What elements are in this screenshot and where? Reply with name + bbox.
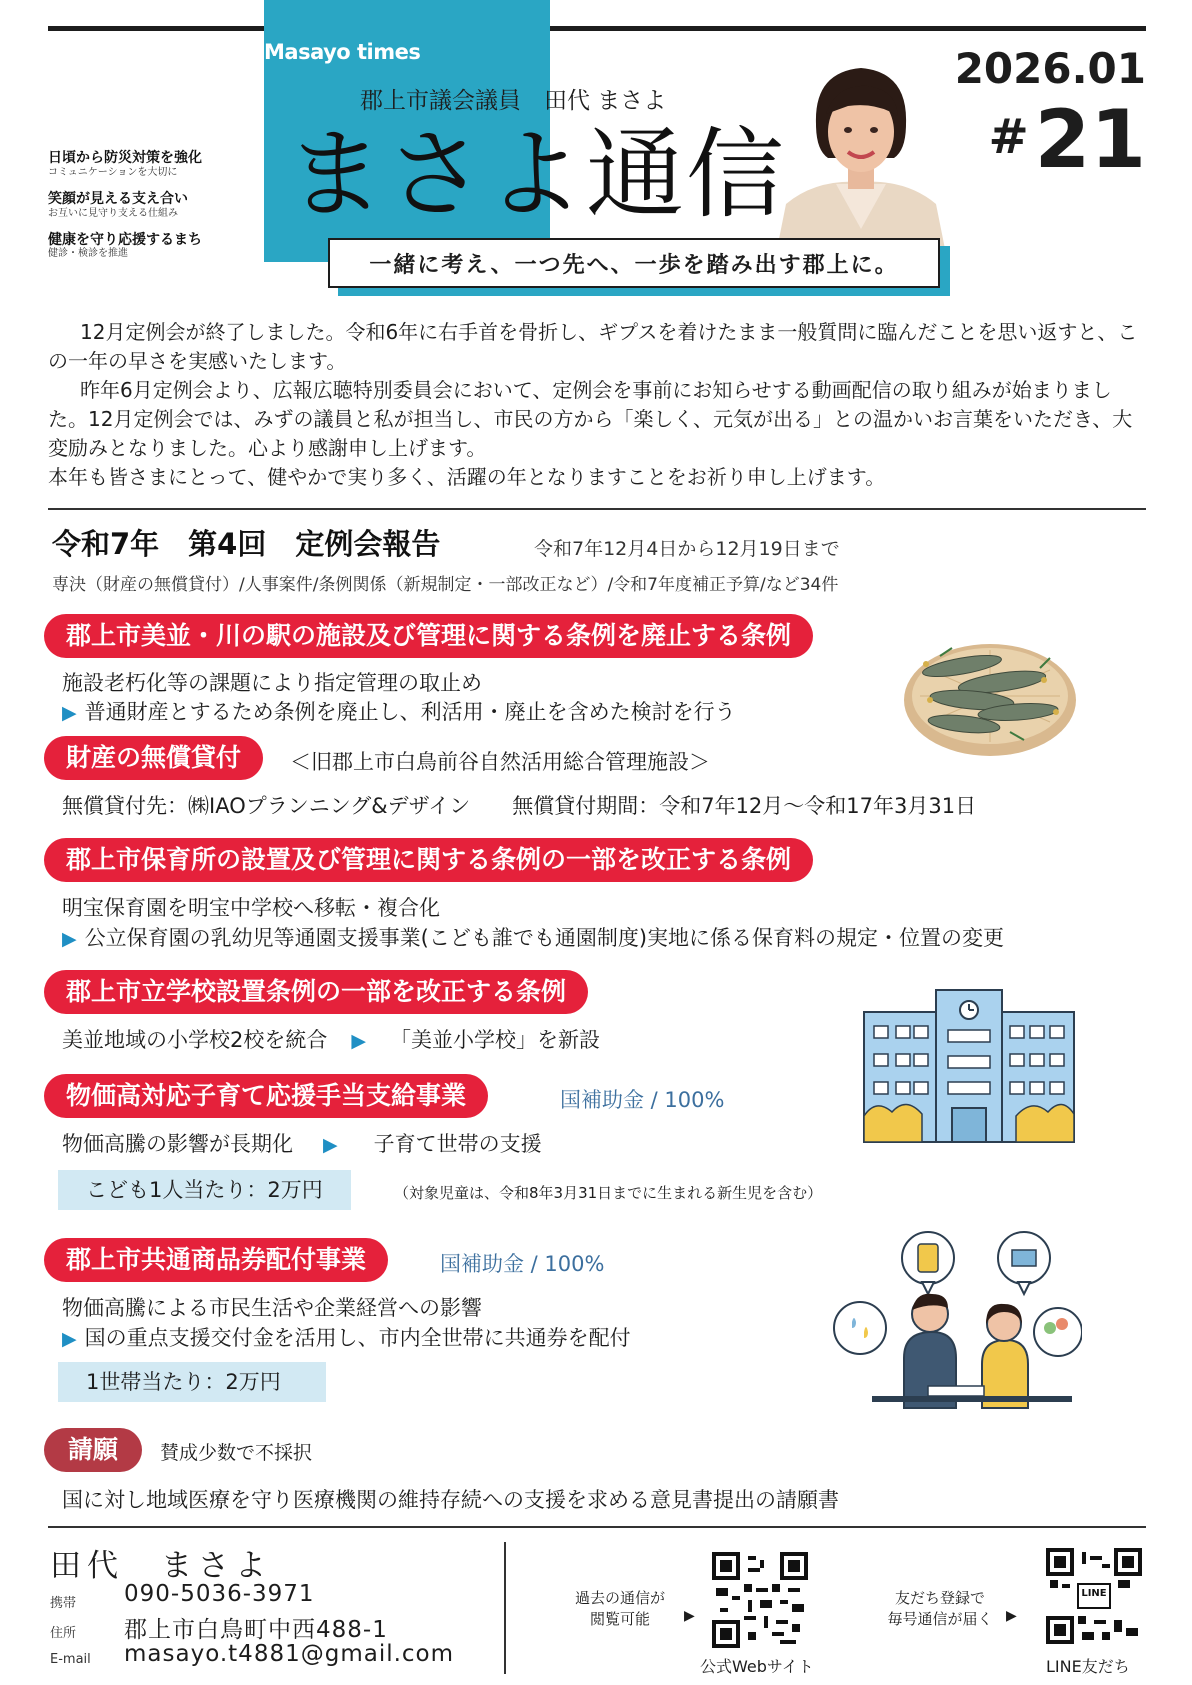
item-heading-michi-no-eki: 郡上市美並・川の駅の施設及び管理に関する条例を廃止する条例 bbox=[44, 614, 813, 658]
address-label: 住所 bbox=[50, 1626, 77, 1641]
website-qr-label bbox=[560, 1588, 680, 1630]
pillar-support bbox=[48, 191, 258, 220]
item-line bbox=[62, 1024, 600, 1054]
item-facility: ＜旧郡上市白鳥前谷自然活用総合管理施設＞ bbox=[290, 750, 710, 774]
item-heading-free-loan: 財産の無償貸付 bbox=[44, 736, 263, 780]
grant-rate: 国補助金 / 100% bbox=[560, 1088, 725, 1112]
phone-number: 090-5036-3971 bbox=[124, 1581, 315, 1607]
petition-result: 賛成少数で不採択 bbox=[160, 1442, 313, 1464]
pillar-subtitle: お互いに見守り支える仕組み bbox=[48, 207, 178, 219]
intro-paragraph: 12月定例会が終了しました。令和6年に右手首を骨折し、ギプスを着けたまま一般質問に臨んだことを思い返すと、この一年の早さを実感いたします。 bbox=[48, 320, 1138, 373]
footer-name: 田代 まさよ bbox=[50, 1548, 272, 1584]
item-line: 明宝保育園を明宝中学校へ移転・複合化 bbox=[62, 896, 440, 920]
item-line-text: 公立保育園の乳幼児等通園支援事業(こども誰でも通園制度)実地に係る保育料の規定・位置の変更 bbox=[84, 926, 1005, 950]
item-line: 施設老朽化等の課題により指定管理の取止め bbox=[62, 671, 482, 695]
item-heading-school: 郡上市立学校設置条例の一部を改正する条例 bbox=[44, 970, 588, 1014]
item-heading-nursery: 郡上市保育所の設置及び管理に関する条例の一部を改正する条例 bbox=[44, 838, 813, 882]
item-heading-petition: 請願 bbox=[44, 1428, 142, 1472]
item-line bbox=[62, 1128, 542, 1158]
brand-name: Masayo times bbox=[264, 40, 421, 64]
newsletter-title: まさよ通信 bbox=[286, 118, 787, 232]
line-qr-label-line: 毎号通信が届く bbox=[887, 1610, 993, 1628]
item-line bbox=[62, 922, 1004, 952]
top-rule bbox=[48, 26, 1146, 31]
family-illustration bbox=[832, 1228, 1082, 1422]
item-line-text: 子育て世帯の支援 bbox=[373, 1132, 542, 1156]
section-divider bbox=[48, 508, 1146, 510]
item-heading-child-allowance: 物価高対応子育て応援手当支給事業 bbox=[44, 1074, 488, 1118]
item-line bbox=[62, 696, 736, 726]
voucher-amount: 1世帯当たり：2万円 bbox=[58, 1362, 326, 1402]
issue-date: 2026.01 bbox=[954, 44, 1146, 93]
report-summary: 専決（財産の無償貸付）/人事案件/条例関係（新規制定・一部改正など）/令和7年度補正予算/など34件 bbox=[52, 575, 839, 595]
footer-rule bbox=[48, 1526, 1146, 1528]
item-line-text: 「美並小学校」を新設 bbox=[390, 1028, 600, 1052]
email-address[interactable]: masayo.t4881@gmail.com bbox=[124, 1641, 455, 1667]
item-line: 無償貸付先：㈱IAOプランニング&デザイン 無償貸付期間：令和7年12月～令和17年3月31日 bbox=[62, 794, 977, 818]
slogan-box: 一緒に考え、一つ先へ、一歩を踏み出す郡上に。 bbox=[328, 238, 940, 288]
item-heading-gift-voucher: 郡上市共通商品券配付事業 bbox=[44, 1238, 388, 1282]
phone-label: 携帯 bbox=[50, 1596, 77, 1611]
fish-plate-illustration bbox=[900, 620, 1080, 760]
item-line-text: 美並地域の小学校2校を統合 bbox=[62, 1028, 328, 1052]
allowance-amount: こども1人当たり：2万円 bbox=[58, 1170, 351, 1210]
policy-pillars bbox=[48, 150, 258, 272]
pillar-title: 健康を守り応援するまち bbox=[48, 231, 202, 248]
item-line: 国に対し地域医療を守り医療機関の維持存続への支援を求める意見書提出の請願書 bbox=[62, 1488, 839, 1512]
school-building-illustration bbox=[856, 984, 1082, 1144]
issue-hash: # bbox=[988, 109, 1029, 165]
triangle-arrow-icon: ▶ bbox=[1006, 1608, 1017, 1624]
address: 郡上市白鳥町中西488-1 bbox=[124, 1617, 388, 1643]
grant-rate: 国補助金 / 100% bbox=[440, 1252, 605, 1276]
portrait-photo bbox=[776, 54, 946, 254]
triangle-arrow-icon: ▶ bbox=[351, 1030, 366, 1052]
item-line: 物価高騰による市民生活や企業経営への影響 bbox=[62, 1296, 482, 1320]
line-qr-caption: LINE友だち bbox=[1046, 1657, 1130, 1676]
line-qr-code[interactable] bbox=[1046, 1548, 1142, 1644]
allowance-note: （対象児童は、令和8年3月31日までに生まれる新生児を含む） bbox=[394, 1184, 823, 1202]
triangle-arrow-icon: ▶ bbox=[62, 702, 77, 724]
triangle-arrow-icon: ▶ bbox=[323, 1134, 338, 1156]
intro-text bbox=[48, 318, 1148, 492]
line-qr-label bbox=[880, 1588, 1000, 1630]
pillar-disaster bbox=[48, 150, 258, 179]
issue-number bbox=[988, 93, 1146, 186]
triangle-arrow-icon: ▶ bbox=[684, 1608, 695, 1624]
line-qr-label-line: 友だち登録で bbox=[894, 1589, 985, 1607]
report-dates: 令和7年12月4日から12月19日まで bbox=[534, 538, 840, 560]
pillar-title: 日頃から防災対策を強化 bbox=[48, 150, 202, 166]
line-logo: LINE bbox=[1081, 1588, 1107, 1599]
pillar-subtitle: コミュニケーションを大切に bbox=[48, 166, 178, 178]
item-line-text: 普通財産とするため条例を廃止し、利活用・廃止を含めた検討を行う bbox=[84, 700, 736, 724]
header-subtitle: 郡上市議会議員 田代 まさよ bbox=[360, 88, 667, 114]
triangle-arrow-icon: ▶ bbox=[62, 1328, 77, 1350]
item-line-text: 物価高騰の影響が長期化 bbox=[62, 1132, 293, 1156]
intro-paragraph: 昨年6月定例会より、広報広聴特別委員会において、定例会を事前にお知らせする動画配信の取り組みが始まりました。12月定例会では、みずの議員と私が担当し、市民の方から「楽しく、元気が出る」との温かいお言葉をいただき、大変励みとなりました。心より感謝申し上げます。 bbox=[48, 378, 1133, 460]
website-qr-code[interactable] bbox=[712, 1552, 808, 1648]
item-line-text: 国の重点支援交付金を活用し、市内全世帯に共通券を配付 bbox=[84, 1326, 631, 1350]
website-qr-label-line: 過去の通信が bbox=[574, 1589, 665, 1607]
report-title: 令和7年 第4回 定例会報告 bbox=[52, 527, 441, 561]
triangle-arrow-icon: ▶ bbox=[62, 928, 77, 950]
email-label: E-mail bbox=[50, 1652, 91, 1667]
website-qr-caption: 公式Webサイト bbox=[700, 1657, 814, 1676]
item-line bbox=[62, 1322, 631, 1352]
pillar-health bbox=[48, 232, 258, 261]
pillar-title: 笑顔が見える支え合い bbox=[48, 190, 188, 207]
website-qr-label-line: 閲覧可能 bbox=[589, 1610, 650, 1628]
pillar-subtitle: 健診・検診を推進 bbox=[48, 248, 128, 260]
footer-divider bbox=[504, 1542, 506, 1674]
issue-number-value: 21 bbox=[1034, 93, 1146, 186]
intro-paragraph: 本年も皆さまにとって、健やかで実り多く、活躍の年となりますことをお祈り申し上げます。 bbox=[48, 465, 886, 489]
